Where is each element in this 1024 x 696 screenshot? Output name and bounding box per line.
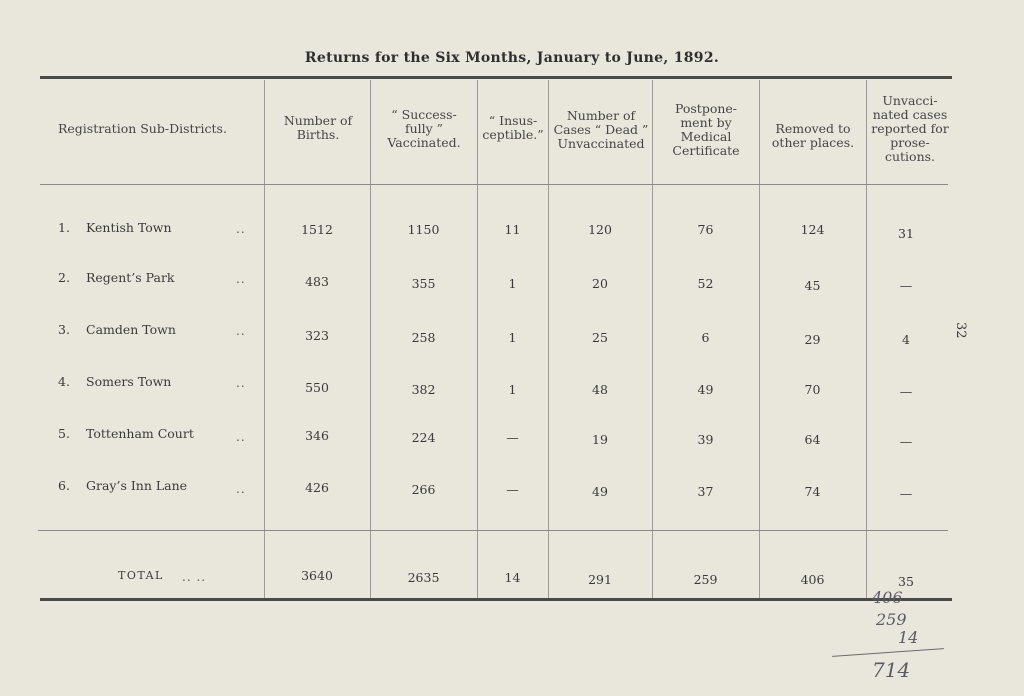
handwritten-number: 406 [872, 588, 903, 607]
removed-cell: 74 [804, 484, 821, 499]
prosecutions-cell: — [899, 434, 913, 449]
postponement-cell: 49 [697, 382, 714, 397]
header-removed: Removed to other places. [771, 121, 855, 150]
total-removed: 406 [800, 572, 825, 587]
births-cell: 426 [305, 480, 329, 495]
removed-cell: 29 [804, 332, 821, 347]
row-number: 4. [58, 374, 70, 389]
handwritten-number: 14 [898, 628, 919, 647]
district-cell [58, 478, 187, 493]
district-name: Somers Town [86, 374, 172, 389]
postponement-cell: 39 [697, 432, 714, 447]
births-cell: 550 [305, 380, 329, 395]
district-cell [58, 270, 175, 285]
dead-cell: 19 [592, 432, 608, 447]
total-insusceptible: 14 [504, 570, 521, 585]
vaccinated-cell: 355 [411, 276, 436, 291]
vaccinated-cell: 1150 [407, 222, 440, 237]
dead-cell: 48 [592, 382, 608, 397]
postponement-cell: 37 [697, 484, 714, 499]
removed-cell: 64 [804, 432, 821, 447]
total-label: TOTAL [118, 569, 164, 582]
dead-cell: 120 [588, 222, 612, 237]
prosecutions-cell: 31 [898, 226, 914, 241]
dead-cell: 25 [592, 330, 608, 345]
insusceptible-cell: 1 [508, 382, 517, 397]
prosecutions-cell: — [899, 278, 913, 293]
prosecutions-cell: — [899, 384, 913, 399]
row-number: 5. [58, 426, 70, 441]
insusceptible-cell: 1 [508, 330, 517, 345]
dead-cell: 20 [592, 276, 608, 291]
removed-cell: 70 [804, 382, 821, 397]
handwritten-number: 259 [876, 610, 907, 629]
header-district: Registration Sub-Districts. [58, 121, 227, 136]
row-dots: .. [236, 482, 246, 496]
postponement-cell: 6 [701, 330, 710, 345]
row-dots: .. [236, 430, 246, 444]
row-number: 1. [58, 220, 70, 235]
total-dots: .. .. [182, 570, 207, 584]
insusceptible-cell: 1 [508, 276, 517, 291]
header-insusceptible: “ Insus- ceptible.” [482, 113, 544, 142]
district-name: Kentish Town [86, 220, 172, 235]
births-cell: 323 [305, 328, 329, 343]
header-births: Number of Births. [283, 113, 353, 142]
header-dead: Number of Cases “ Dead ” Unvaccinated [553, 108, 649, 151]
top-rule [40, 76, 952, 79]
row-dots: .. [236, 324, 246, 338]
header-vaccinated: “ Success- fully ” Vaccinated. [387, 107, 461, 150]
total-rule [38, 530, 948, 531]
row-number: 6. [58, 478, 70, 493]
district-name: Regent’s Park [86, 270, 175, 285]
postponement-cell: 76 [697, 222, 714, 237]
district-cell [58, 374, 171, 389]
births-cell: 1512 [301, 222, 333, 237]
total-postponement: 259 [693, 572, 718, 587]
total-dead: 291 [588, 572, 612, 587]
total-vaccinated: 2635 [407, 570, 440, 585]
insusceptible-cell: — [506, 430, 519, 445]
births-cell: 346 [305, 428, 329, 443]
district-cell [58, 220, 172, 235]
row-dots: .. [236, 222, 246, 236]
bottom-rule [40, 598, 952, 601]
row-number: 3. [58, 322, 70, 337]
vaccinated-cell: 258 [411, 330, 436, 345]
total-births: 3640 [301, 568, 333, 583]
handwritten-sum-line [832, 648, 944, 657]
row-dots: .. [236, 376, 246, 390]
handwritten-sum: 714 [872, 658, 911, 682]
dead-cell: 49 [592, 484, 608, 499]
vaccinated-cell: 266 [411, 482, 436, 497]
page-number: 32 [953, 322, 968, 339]
insusceptible-cell: 11 [504, 222, 521, 237]
removed-cell: 45 [804, 278, 821, 293]
district-name: Tottenham Court [86, 426, 194, 441]
header-rule [40, 184, 948, 185]
vaccinated-cell: 382 [411, 382, 436, 397]
removed-cell: 124 [800, 222, 825, 237]
total-prosecutions: 35 [898, 574, 914, 589]
insusceptible-cell: — [506, 482, 519, 497]
district-name: Gray’s Inn Lane [86, 478, 188, 493]
vaccinated-cell: 224 [411, 430, 436, 445]
row-number: 2. [58, 270, 70, 285]
header-postponement: Postpone- ment by Medical Certificate [672, 101, 740, 158]
district-name: Camden Town [86, 322, 176, 337]
district-cell [58, 322, 176, 337]
prosecutions-cell: 4 [902, 332, 910, 347]
postponement-cell: 52 [697, 276, 714, 291]
row-dots: .. [236, 272, 246, 286]
district-cell [58, 426, 194, 441]
births-cell: 483 [305, 274, 329, 289]
header-prosecutions: Unvacci- nated cases reported for prose- cutions. [871, 93, 949, 164]
table-title: Returns for the Six Months, January to June, 1892. [304, 50, 720, 66]
prosecutions-cell: — [899, 486, 913, 501]
